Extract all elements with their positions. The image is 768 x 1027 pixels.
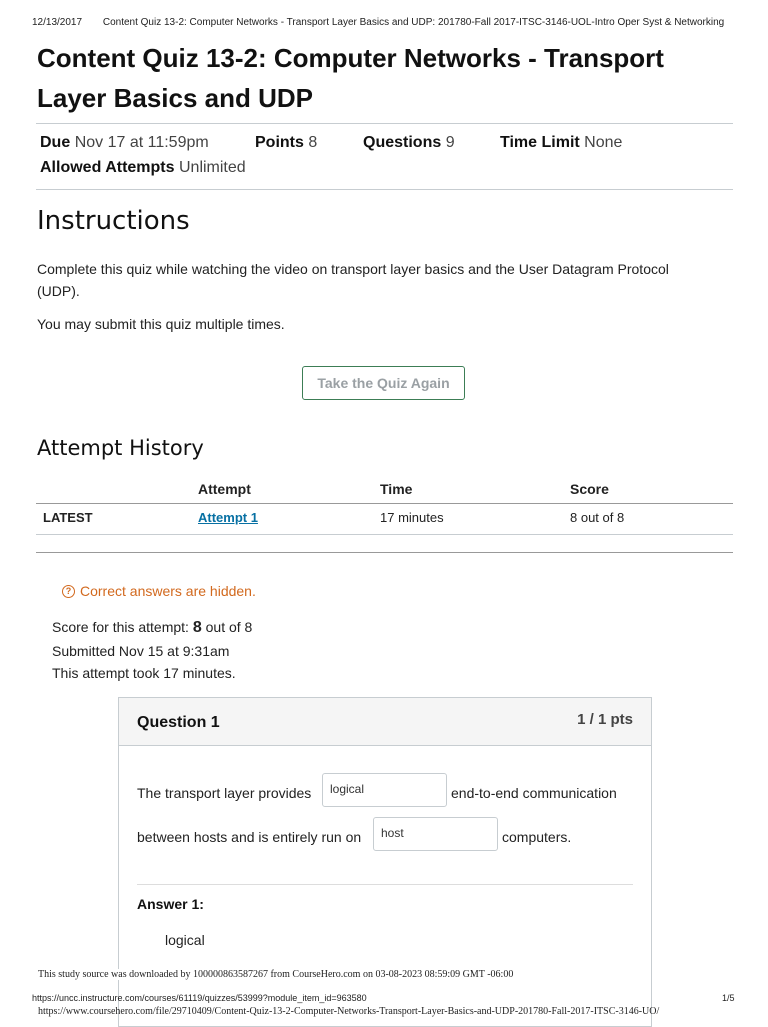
answer-blank-2[interactable]: host: [373, 817, 498, 851]
table-header-divider: [36, 503, 733, 504]
correct-answers-hidden-notice: [62, 583, 256, 599]
time-limit-value: None: [584, 134, 623, 151]
attempts-info: [40, 159, 730, 177]
page-number: 1/5: [722, 993, 735, 1003]
take-quiz-again-button[interactable]: Take the Quiz Again: [302, 366, 465, 400]
column-attempt: Attempt: [198, 481, 251, 497]
score-value: 8: [192, 619, 202, 636]
answer-label: Answer 1:: [137, 896, 204, 912]
instructions-line1: Complete this quiz while watching the video on transport layer basics and the User Datagram Protocol: [37, 261, 669, 277]
print-title: Content Quiz 13-2: Computer Networks - Transport Layer Basics and UDP: 201780-Fall 2017-ITSC-3146-UOL-Intro Oper Syst & Networking: [102, 17, 725, 28]
attempt-history-heading: Attempt History: [37, 436, 204, 460]
attempt-duration: This attempt took 17 minutes.: [52, 665, 236, 681]
question-text-c: between hosts and is entirely run on: [137, 829, 362, 845]
instructions-line1b: (UDP).: [37, 283, 80, 299]
study-source-note: This study source was downloaded by 100000863587267 from CourseHero.com on 03-08-2023 08:59:09 GMT -06:00: [38, 969, 517, 980]
answer-value: logical: [165, 932, 205, 948]
instructions-line2: You may submit this quiz multiple times.: [37, 316, 285, 332]
column-score: Score: [570, 481, 609, 497]
column-time: Time: [380, 481, 413, 497]
time-limit-info: [500, 134, 622, 152]
questions-info: [363, 134, 455, 152]
question-points: 1 / 1 pts: [577, 711, 633, 728]
answer-blank-1[interactable]: logical: [322, 773, 447, 807]
attempts-value: Unlimited: [178, 159, 246, 176]
attempt-1-link[interactable]: Attempt 1: [198, 510, 258, 525]
due-label: Due: [40, 134, 71, 151]
question-text-d: computers.: [502, 829, 572, 845]
instructions-text: [37, 258, 727, 302]
submitted-time: Submitted Nov 15 at 9:31am: [52, 643, 230, 659]
correct-answers-hidden-text: Correct answers are hidden.: [80, 583, 256, 599]
divider: [36, 123, 733, 124]
attempt-score: 8 out of 8: [570, 510, 625, 525]
questions-value: 9: [445, 134, 455, 151]
print-header: [32, 17, 732, 28]
print-date: 12/13/2017: [32, 17, 83, 28]
due-value: Nov 17 at 11:59pm: [74, 134, 209, 151]
score-for-attempt: [52, 619, 252, 637]
score-prefix: Score for this attempt:: [52, 619, 189, 635]
info-icon: ?: [62, 585, 75, 598]
table-row-divider: [36, 534, 733, 535]
page-url: https://uncc.instructure.com/courses/61119/quizzes/53999?module_item_id=963580: [32, 993, 367, 1003]
divider: [137, 884, 633, 885]
points-value: 8: [308, 134, 318, 151]
points-label: Points: [255, 134, 304, 151]
questions-label: Questions: [363, 134, 442, 151]
time-limit-label: Time Limit: [500, 134, 580, 151]
divider: [36, 552, 733, 553]
question-header: [119, 698, 651, 746]
attempts-label: Allowed Attempts: [40, 159, 175, 176]
row-latest-label: LATEST: [43, 510, 93, 525]
instructions-heading: Instructions: [37, 206, 190, 236]
source-url: https://www.coursehero.com/file/29710409/Content-Quiz-13-2-Computer-Networks-Transport-Layer-Basics-and-UDP-201780-Fall-2017-ITSC-3146-UO/: [38, 1006, 660, 1017]
divider: [36, 189, 733, 190]
points-info: [255, 134, 317, 152]
question-text-b: end-to-end communication: [451, 785, 617, 801]
attempt-time: 17 minutes: [380, 510, 444, 525]
question-title: Question 1: [137, 714, 220, 731]
question-text-a: The transport layer provides: [137, 785, 312, 801]
page-title: Content Quiz 13-2: Computer Networks - Transport Layer Basics and UDP: [37, 43, 664, 113]
score-suffix: out of 8: [205, 619, 253, 635]
due-info: [40, 134, 209, 152]
